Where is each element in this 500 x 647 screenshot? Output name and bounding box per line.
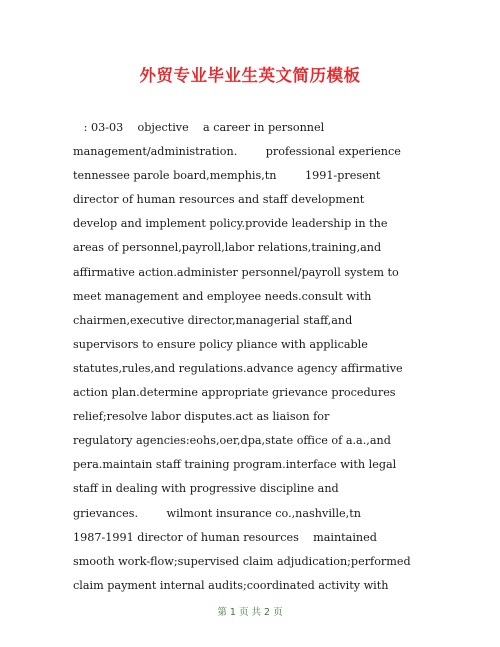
body-line: staff in dealing with progressive discipline and	[73, 482, 339, 496]
body-line: areas of personnel,payroll,labor relations,training,and	[73, 241, 382, 255]
body-line: chairmen,executive director,managerial staff,and	[73, 313, 353, 327]
body-line: pera.maintain staff training program.interface with legal	[73, 458, 397, 472]
body-line: smooth work-flow;supervised claim adjudication;performed	[73, 554, 411, 568]
body-line: 1987-1991 director of human resources maintained	[73, 530, 377, 544]
body-line: regulatory agencies:eohs,oer,dpa,state office of a.a.,and	[73, 434, 391, 448]
document-title: 外贸专业毕业生英文简历模板	[139, 66, 361, 85]
body-line: grievances. wilmont insurance co.,nashville,tn	[73, 506, 361, 520]
body-line: : 03-03 objective a career in personnel	[73, 121, 325, 134]
body-line: statutes,rules,and regulations.advance agency affirmative	[73, 361, 403, 375]
body-line: affirmative action.administer personnel/payroll system to	[73, 265, 399, 279]
body-line: tennessee parole board,memphis,tn 1991-present	[73, 169, 381, 183]
resume-body	[73, 116, 433, 598]
body-line: relief;resolve labor disputes.act as liaison for	[73, 410, 330, 424]
body-line: develop and implement policy.provide leadership in the	[73, 217, 388, 231]
body-line: action plan.determine appropriate grievance procedures	[73, 386, 396, 400]
body-line: claim payment internal audits;coordinated activity with	[73, 578, 389, 592]
page-number-footer: 第 1 页 共 2 页	[217, 607, 283, 618]
body-line: director of human resources and staff development	[73, 193, 365, 207]
body-line: meet management and employee needs.consult with	[73, 289, 372, 303]
body-line: management/administration. professional experience	[73, 145, 401, 159]
body-line: supervisors to ensure policy pliance with applicable	[73, 337, 368, 351]
